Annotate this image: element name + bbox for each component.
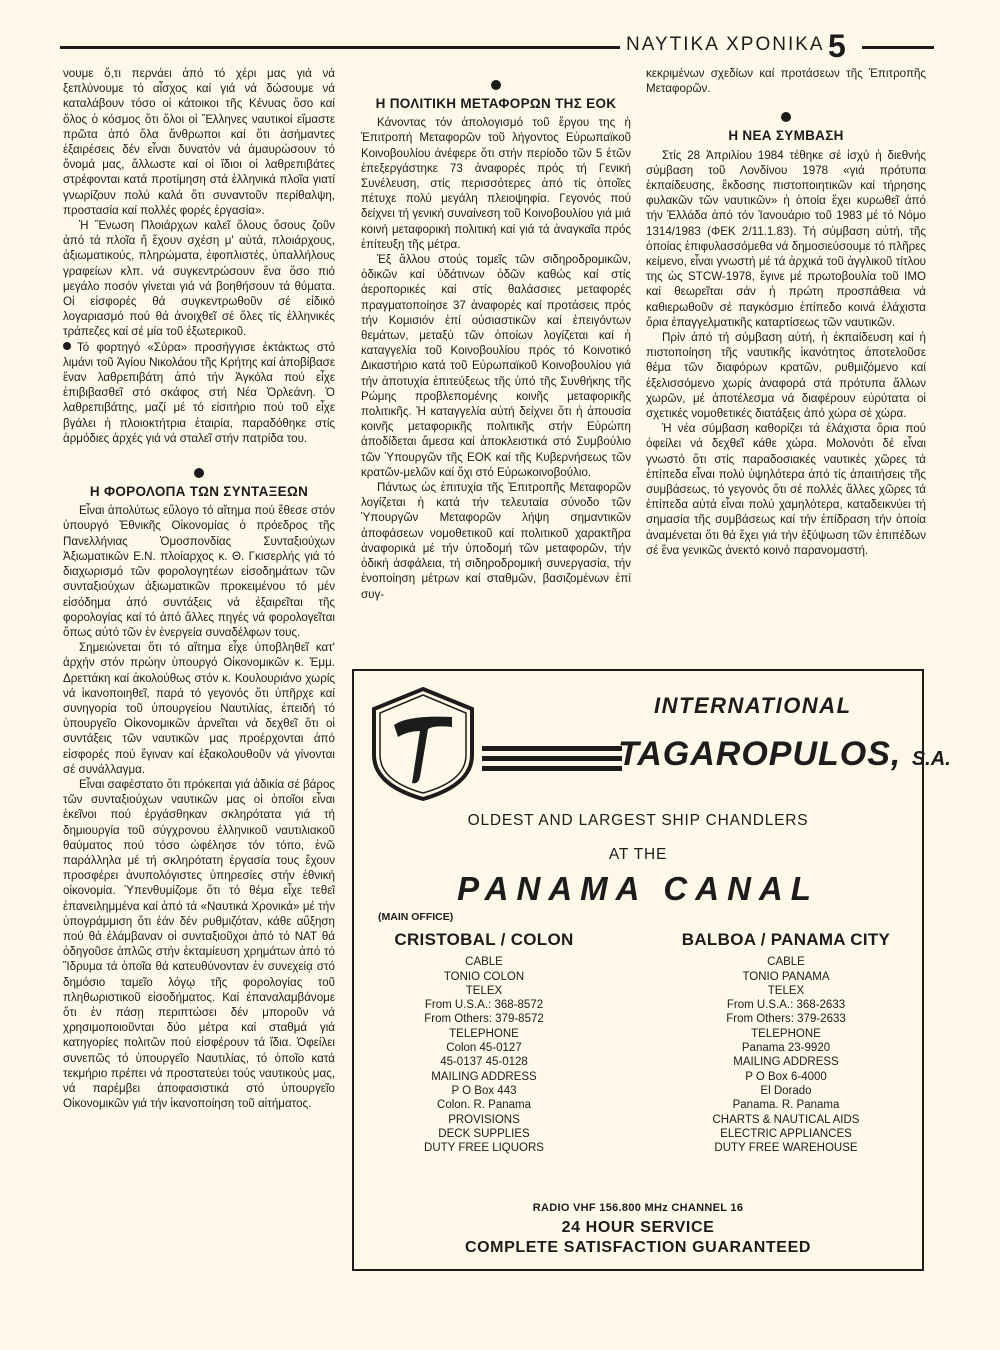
header-rule-right (862, 46, 934, 49)
office-city: CRISTOBAL / COLON (394, 930, 574, 949)
paragraph: Ἐξ ἄλλου στούς τομεῖς τῶν σιδηροδρομικῶν, ὁδικῶν καί ὑδάτινων ὁδῶν καθώς καί στίς ἀεροπορικές καί στίς θαλάσσιες μεταφορές πραγματοποίησε 37 ἀναφορές καί προτάσεις πρός τήν Κομισιόν ἐπί οὐσιαστικῶν καί ἐπειγόντων θεμάτων, μεταξύ τῶν ὁποίων λογίζεται καί ἡ καταγγελία τοῦ Κοινοβουλίου πρός τό Κοινοτικό Δικαστήριο κατά τοῦ Εὐρωπαϊκοῦ Κοινοβουλίου γιά τήν ἀποτυχία ἐπιτεύξεως τῆς ὑπό τῆς Συνθήκης τῆς Ρώμης προβλεπομένης κοινῆς μεταφορικῆς πολιτικῆς. Ἡ καταγγελία αὐτή δείχνει ὅτι ἡ ἀπουσία κοινῆς μεταφορικῆς πολιτικῆς στήν Εὐρώπη ἀποδίδεται ἄμεσα καί ἀποκλειστικά στό Συμβούλιο τῶν Ὑπουργῶν τῆς ΕΟΚ καί τῆς Κυβερνήσεως τῶν κρατῶν-μελῶν καί ὄχι στό Εὐρωκοινοβούλιο. (361, 253, 631, 479)
ad-international: INTERNATIONAL (654, 693, 852, 718)
office-line: P O Box 6-4000 (745, 1070, 827, 1083)
ad-radio: RADIO VHF 156.800 MHz CHANNEL 16 (532, 1202, 744, 1214)
paragraph: Στίς 28 Ἀπριλίου 1984 τέθηκε σέ ἰσχύ ἡ διεθνής σύμβαση τοῦ Λονδίνου 1978 «γιά πρότυπα ἐκπαίδευσης, ἔκδοσης πιστοποιητικῶν καί τήρησης φυλακῶν τῶν ναυτικῶν» ἡ ὁποία ἔχει κυρωθεῖ ἀπό τήν Ἑλλάδα ἀπό τόν Ἰανουάριο τοῦ 1983 μέ τό Νόμο 1314/1983 (ΦΕΚ 2/11.1.83). Τή σύμβαση αὐτή, τῆς ὁποίας ἐπιφυλασσόμεθα νά δημοσιεύσουμε τό πλῆρες κείμενο, εἶναι γνωστή μέ τά ἀρχικά τοῦ ἀγγλικοῦ τίτλου της ὡς STCW-1978, ἔγινε μέ πρωτοβουλία τοῦ ΙΜΟ καί θεωρεῖται σάν ἡ πρώτη προσπάθεια νά καθιερωθοῦν σέ παγκόσμιο ἐπίπεδο κοινά ἐλάχιστα ὅρια ἐπαγγελματικῆς καταρτίσεως τῶν ναυτικῶν. (646, 148, 926, 329)
column-right (646, 66, 926, 666)
ad-service: 24 HOUR SERVICE (561, 1219, 715, 1236)
office-line: CABLE (465, 956, 503, 969)
ad-panama-canal: PANAMA CANAL (457, 870, 819, 907)
office-line: El Dorado (760, 1084, 812, 1097)
ad-tagline: OLDEST AND LARGEST SHIP CHANDLERS (467, 812, 809, 829)
office-line: TELEPHONE (449, 1027, 519, 1040)
paragraph: Εἶναι σαφέστατο ὅτι πρόκειται γιά ἀδικία σέ βάρος τῶν συνταξιούχων ναυτικῶν μας οἱ ὁποῖοι εἶναι ἐκεῖνοι πού ἐργάσθηκαν σκληρότατα γιά τή δημιουργία τοῦ σύγχρονου ἑλληνικοῦ ναυτιλιακοῦ θαύματος πού τόσο ὠφέλησε τόν τόπο, ἐνῶ παράλληλα μέ τή σκληρότατη ἐργασία τους ἔχουν προσφέρει ἀνυπολόγιστες ὑπηρεσίες στήν ἐθνική οἰκονομία. Ὑπενθυμίζομε ὅτι τό θέμα εἶχε τεθεῖ ἐπανειλημμένα καί ἀπό τά «Ναυτικά Χρονικά» μέ τήν ὑπογράμμιση ὅτι ἐάν δέν ρυθμιζόταν, κάθε αὔξηση πού θά ἐλάμβαναν οἱ συνταξιοῦχοι ἀπό τό ΝΑΤ θά ὁδηγοῦσε ἁπλῶς στήν ἐκταμίευση χρημάτων ἀπό τό Ἵδρυμα τά ὁποῖα θά κατευθύνονταν ἐν συνεχείᾳ στό δημόσιο ταμεῖο λόγῳ τῆς φορολογίας τοῦ πληθωριστικοῦ εἰσοδήματος. Καί ἐπαναλαμβάνομε ὅτι ἐν πάσῃ περιπτώσει δέν μποροῦν νά χρησιμοποιοῦνται δύο μέτρα καί σταθμά γιά κατηγορίες πολιτῶν πού εἰσφέρουν τά ἴδια. Ὀφείλει συνεπῶς τό ὑπουργεῖο Ναυτιλίας, τό ὁποῖο κατά τεκμήριο πρέπει νά προστατεύει τούς ναυτικούς μας, νά παρέμβει ἀποφασιστικά στό ὑπουργεῖο Οἰκονομικῶν γιά τήν ἱκανοποίηση τοῦ αἰτήματος. (63, 777, 335, 1111)
office-line: CHARTS & NAUTICAL AIDS (712, 1113, 860, 1126)
section-heading-tax: Η ΦΟΡΟΛΟΠΑ ΤΩΝ ΣΥΝΤΑΞΕΩΝ (89, 484, 309, 500)
paragraph: Κάνοντας τόν ἀπολογισμό τοῦ ἔργου της ἡ Ἐπιτροπή Μεταφορῶν τοῦ λήγοντος Εὐρωπαϊκοῦ Κοινοβουλίου ἀνέφερε ὅτι στήν περίοδο τῶν 5 ἐτῶν ἐπεξεργάστηκε 73 ἀναφορές πρός τή Γενική Συνέλευση, στίς περισσότερες ἀπό τίς ὁποῖες πέτυχε πολύ μεγάλη πλειοψηφία. Γεγονός πού δείχνει τή γενική συναίνεση τοῦ Κοινοβουλίου γιά μιά κοινή μεταφορική πολιτική καί γιά τά ἀναγκαῖα πρός ἐπίτευξη τῆς μέτρα. (361, 116, 631, 251)
company-logo-icon (368, 685, 478, 803)
office-line: DUTY FREE WAREHOUSE (714, 1142, 858, 1155)
office-city: BALBOA / PANAMA CITY (681, 930, 891, 949)
ad-main-office-label: (MAIN OFFICE) (378, 911, 454, 923)
office-line: From U.S.A.: 368-2633 (726, 999, 846, 1012)
paragraph: Πρίν ἀπό τή σύμβαση αὐτή, ἡ ἐκπαίδευση καί ἡ πιστοποίηση τῆς ναυτικῆς ἱκανότητος ἀποτελοῦσε θέμα τῶν διαφόρων κρατῶν, ρυθμιζόμενο καί ἐξελισσόμενο χωρίς ἀναφορά στά πρότυπα ἄλλων χωρῶν, μέ ἀποτέλεσμα νά διαφέρουν εὐρύτατα οἱ σχετικές νομοθετικές διατάξεις ἀπό χώρα σέ χώρα. (646, 331, 926, 421)
paragraph: Εἶναι ἀπολύτως εὔλογο τό αἴτημα πού ἔθεσε στόν ὑπουργό Ἐθνικῆς Οἰκονομίας ὁ πρόεδρος τῆς Πανελλήνιας Ὁμοσπονδίας Συνταξιούχων Ἀξιωματικῶν Ε.Ν. πλοίαρχος κ. Θ. Γκισερλής γιά τό διαχωρισμό τῶν φορολογητέων εἰσοδημάτων τῶν συνταξιούχων ἀξιωματικῶν προκειμένου τό μέν εἰσόδημα ἀπό συντάξεις νά ἐξαιρεῖται τῆς φορολογίας καί τό ἀπό ἄλλες πηγές νά φορολογεῖται ὅπως αὐτό τῶν ἐν ἐνεργεία συναδέλφων τους. (63, 504, 335, 639)
logo-stripes-icon (482, 744, 622, 774)
masthead-title: ΝΑΥΤΙΚΑ ΧΡΟΝΙΚΑ (626, 34, 825, 55)
office-line: DECK SUPPLIES (438, 1127, 530, 1140)
office-line: TONIO PANAMA (742, 970, 830, 983)
office-cristobal (364, 930, 604, 1155)
ad-company-name (618, 735, 951, 774)
office-line: CABLE (767, 956, 805, 969)
company-name-text: TAGAROPULOS, (618, 735, 902, 773)
page-number: 5 (828, 28, 846, 64)
section-heading-convention: Η ΝΕΑ ΣΥΜΒΑΣΗ (728, 128, 844, 144)
paragraph: κεκριμένων σχεδίων καί προτάσεων τῆς Ἐπιτροπῆς Μεταφορῶν. (646, 67, 926, 96)
advertisement-tagaropulos (352, 669, 951, 1271)
office-line: 45-0137 45-0128 (440, 1056, 528, 1069)
office-line: TELEX (767, 984, 805, 997)
office-line: Colon. R. Panama (437, 1099, 531, 1112)
bullet-text: Τό φορτηγό «Σύρα» προσήγγισε ἐκτάκτως στό λιμάνι τοῦ Ἁγίου Νικολάου τῆς Κρήτης καί ἀποβίβασε ἕναν λαθρεπιβάτη ἀπό τήν Ἀγκόλα πού εἶχε ἐπιβιβασθεῖ στό σκάφος στή Νέα Ὀρλεάνη. Ὁ λαθρεπιβάτης, μαζί μέ τό εἰσιτήριο πού τοῦ εἶχε βγάλει ἡ πλοιοκτήτρια ἑταιρία, παραδόθηκε στίς ἁρμόδιες ἀρχές γιά νά σταλεῖ στήν πατρίδα του. (63, 340, 335, 445)
header-rule-left (60, 46, 620, 49)
office-line: P O Box 443 (451, 1084, 517, 1097)
paragraph: Ἡ Ἕνωση Πλοιάρχων καλεῖ ὅλους ὅσους ζοῦν ἀπό τά πλοῖα ἤ ἔχουν σχέση μ' αὐτά, πλοιάρχους, ἀξιωματικούς, πληρώματα, ἐφοπλιστές, ὑπαλλήλους γραφείων κλπ. νά συγκεντρώσουν ἕνα ὅσο πιό μεγάλο ποσόν γίνεται γιά νά βοηθήσουν τά θύματα. Οἱ εἰσφορές θά συγκεντρωθοῦν σέ εἰδικό λογαριασμό πού θά ἀνοιχθεῖ σέ ὅλες τίς ἑλληνικές τράπεζες καί σέ μία τοῦ ἐξωτερικοῦ. (63, 219, 335, 339)
office-line: PROVISIONS (448, 1113, 520, 1126)
paragraph: νουμε ὅ,τι περνάει ἀπό τό χέρι μας γιά νά ξεπλύνουμε τό αἶσχος καί γιά νά δώσουμε νά καταλάβουν τόσο οἱ κάτοικοι τῆς Κένυας ὅσο καί ὅλος ὁ κόσμος ὅτι ὅλοι οἱ Ἕλληνες ναυτικοί εἴμαστε πρῶτα ἀπό ὅλα ἄνθρωποι καί ὅτι ἀσήμαντες ἐξαιρέσεις δέν εἶναι δυνατόν νά ἀμαυρώσουν τό ὄνομά μας, ἄλλωστε καί οἱ ἴδιοι οἱ λαθρεπιβάτες στρέφονται κατά προτίμηση στά ἑλληνικά πλοῖα γιατί γνωρίζουν πολύ καλά ὅτι συναντοῦν περίθαλψη, προστασία καί πολλές φορές ἐργασία». (63, 67, 335, 217)
section-heading-transport: Η ΠΟΛΙΤΙΚΗ ΜΕΤΑΦΟΡΩΝ ΤΗΣ ΕΟΚ (375, 96, 617, 111)
ad-tagline-at: AT THE (608, 846, 668, 863)
section-dot-icon (781, 112, 791, 122)
column-left (63, 66, 335, 1286)
office-line: Colon 45-0127 (446, 1042, 522, 1055)
office-line: From U.S.A.: 368-8572 (424, 999, 544, 1012)
office-line: TONIO COLON (443, 970, 525, 983)
paragraph: Ἡ νέα σύμβαση καθορίζει τά ἐλάχιστα ὅρια πού ὀφείλει νά δεχθεῖ κάθε χώρα. Μολονότι δέ εἶναι γνωστό ὅτι στίς παραδοσιακές ναυτικές χῶρες τά ἐπίπεδα εἶναι πολύ ὑψηλότερα ἀπό τίς ἀπαιτήσεις τῆς συμβάσεως, τό γεγονός ὅτι σέ πολλές ἄλλες χῶρες τά ἐπίπεδα αὐτά εἶναι πολύ χαμηλότερα, καταδεικνύει τή σημασία τῆς συμβάσεως καί τήν ἐπίδραση τήν ὁποία ἀναμένεται ὅτι θά ἔχει γιά τήν ἐξύψωση τῶν ἐπιπέδων σέ ἕνα γενικῶς ἀνεκτό κοινό παρανομαστή. (646, 422, 926, 557)
bullet-icon (63, 342, 71, 350)
office-line: TELEPHONE (751, 1027, 821, 1040)
office-line: From Others: 379-8572 (424, 1013, 544, 1026)
office-line: DUTY FREE LIQUORS (424, 1142, 544, 1155)
office-line: TELEX (465, 984, 503, 997)
office-line: Panama. R. Panama (732, 1099, 840, 1112)
company-suffix-text: S.A. (911, 748, 951, 770)
paragraph: Σημειώνεται ὅτι τό αἴτημα εἶχε ὑποβληθεῖ κατ' ἀρχήν στόν πρώην ὑπουργό Οἰκονομικῶν κ. Ἐμμ. Δρεττάκη καί ἀκολούθως στόν κ. Κουλουριάνο χωρίς νά ἱκανοποιηθεῖ, παρά τό γεγονός ὅτι ὑπῆρχε καί συνηγορία τοῦ ὑπουργείου Ναυτιλίας, ἐπειδή τό ὑπουργεῖο Οἰκονομικῶν ἀρνεῖται νά δεχθεῖ ὅτι οἱ συντάξεις τῶν ναυτικῶν μας προέρχονται ἀπό εἰσφορές πού ἔγιναν καί ἐξακολουθοῦν νά γίνονται σέ συνάλλαγμα. (63, 641, 335, 776)
office-line: Panama 23-9920 (741, 1042, 831, 1055)
office-line: MAILING ADDRESS (733, 1056, 839, 1069)
column-middle (361, 66, 631, 666)
section-dot-icon (491, 80, 501, 90)
bullet-paragraph (63, 340, 335, 446)
paragraph: Πάντως ὡς ἐπιτυχία τῆς Ἐπιτροπῆς Μεταφορῶν λογίζεται ἡ κατά τήν τελευταία σύνοδο τῶν Ὑπουργῶν Μεταφορῶν λήψη σημαντικῶν ἀποφάσεων νομοθετικοῦ καί πολιτικοῦ χαρακτῆρα ἀναφορικά μέ τήν ὑποδομή τῶν μεταφορῶν, τήν ὁδική ἀσφάλεια, τή σιδηροδρομική συνεργασία, τήν ἑνοποίηση μέτρων καί σταθμῶν, βασιζομένων ἐπί συγ- (361, 481, 631, 601)
office-line: ELECTRIC APPLIANCES (720, 1127, 852, 1140)
office-balboa (666, 930, 906, 1155)
office-line: From Others: 379-2633 (726, 1013, 846, 1026)
ad-guarantee: COMPLETE SATISFACTION GUARANTEED (464, 1239, 812, 1256)
section-dot-icon (194, 468, 204, 478)
office-line: MAILING ADDRESS (431, 1070, 537, 1083)
